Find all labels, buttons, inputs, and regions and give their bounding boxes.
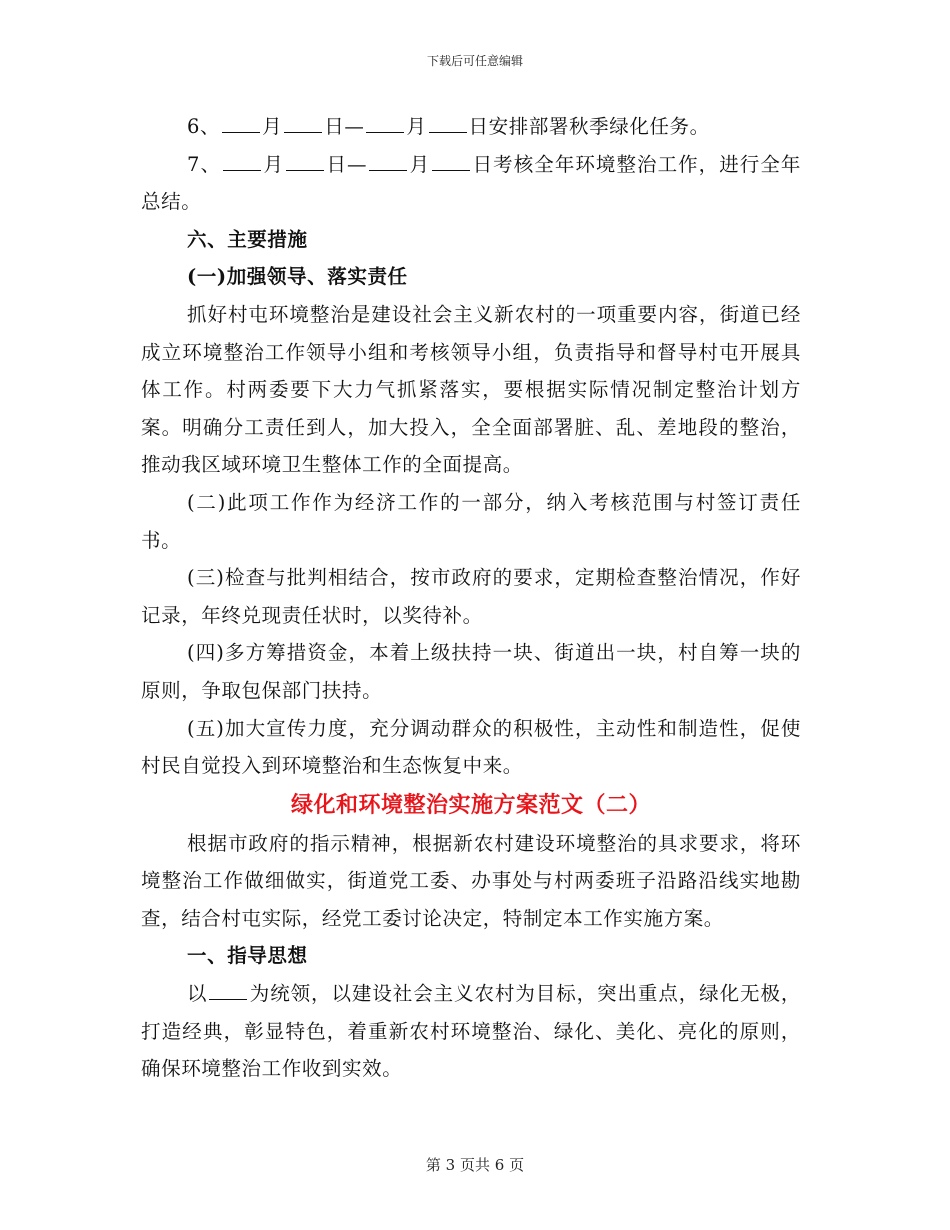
item-text: 日考核全年环境整治工作，进行全年总结。: [141, 152, 801, 214]
item-text: 月: [406, 115, 427, 138]
paragraph-measure-5: (五)加大宣传力度，充分调动群众的积极性，主动性和制造性，促使村民自觉投入到环境整治和生态恢复中来。: [141, 716, 801, 778]
blank-field: [286, 152, 324, 171]
paragraph-measure-4: (四)多方筹措资金，本着上级扶持一块、街道出一块，村自筹一块的原则，争取包保部门扶持。: [141, 641, 801, 702]
page-footer: 第 3 页共 6 页: [425, 1156, 525, 1174]
paragraph-measure-2: (二)此项工作作为经济工作的一部分，纳入考核范围与村签订责任书。: [141, 490, 801, 552]
section-heading-guiding: 一、指导思想: [187, 944, 308, 968]
item-text: 月: [262, 115, 283, 138]
paragraph-guiding: [141, 975, 801, 1088]
guiding-text: 为统领，以建设社会主义农村为目标，突出重点，绿化无极，打造经典，彰显特色，着重新农村环境整治、绿化、美化、亮化的原则，确保环境整治工作收到实效。: [141, 982, 801, 1081]
item-text: 月: [409, 152, 431, 176]
blank-field: [284, 114, 322, 133]
item-text: 月: [263, 152, 285, 176]
item-number: 6、: [187, 115, 221, 138]
item-text: 日安排部署秋季绿化任务。: [468, 115, 710, 138]
schedule-item-6: [141, 108, 801, 146]
guiding-prefix: 以: [187, 982, 208, 1006]
section-heading-measures: 六、主要措施: [187, 227, 308, 251]
blank-field: [223, 152, 261, 171]
page-header: 下载后可任意编辑: [426, 54, 523, 68]
item-number: 7、: [187, 152, 222, 176]
blank-field: [429, 114, 467, 133]
schedule-item-7: [141, 146, 801, 221]
blank-field: [366, 114, 404, 133]
blank-field: [222, 114, 260, 133]
blank-field: [369, 152, 407, 171]
paragraph-intro-2: 根据市政府的指示精神，根据新农村建设环境整治的具求要求，将环境整治工作做细做实，街道党工委、办事处与村两委班子沿路沿线实地勘查，结合村屯实际，经党工委讨论决定，特制定本工作实施方案。: [141, 831, 801, 930]
paragraph-leadership: 抓好村屯环境整治是建设社会主义新农村的一项重要内容，街道已经成立环境整治工作领导小组和考核领导小组，负责指导和督导村屯开展具体工作。村两委要下大力气抓紧落实，要根据实际情况制定整治计划方案。明确分工责任到人，加大投入，全全面部署脏、乱、差地段的整治，推动我区域环境卫生整体工作的全面提高。: [141, 302, 801, 477]
item-text: 日—: [326, 152, 368, 176]
blank-field: [432, 152, 470, 171]
document-body: [141, 108, 801, 1088]
document-title-part-2: 绿化和环境整治实施方案范文（二）: [290, 791, 651, 818]
blank-field: [209, 981, 247, 1000]
subheading-leadership: (一)加强领导、落实责任: [187, 265, 408, 289]
paragraph-measure-3: (三)检查与批判相结合，按市政府的要求，定期检查整治情况，作好记录，年终兑现责任状时，以奖待补。: [141, 566, 801, 627]
item-text: 日—: [324, 115, 365, 138]
